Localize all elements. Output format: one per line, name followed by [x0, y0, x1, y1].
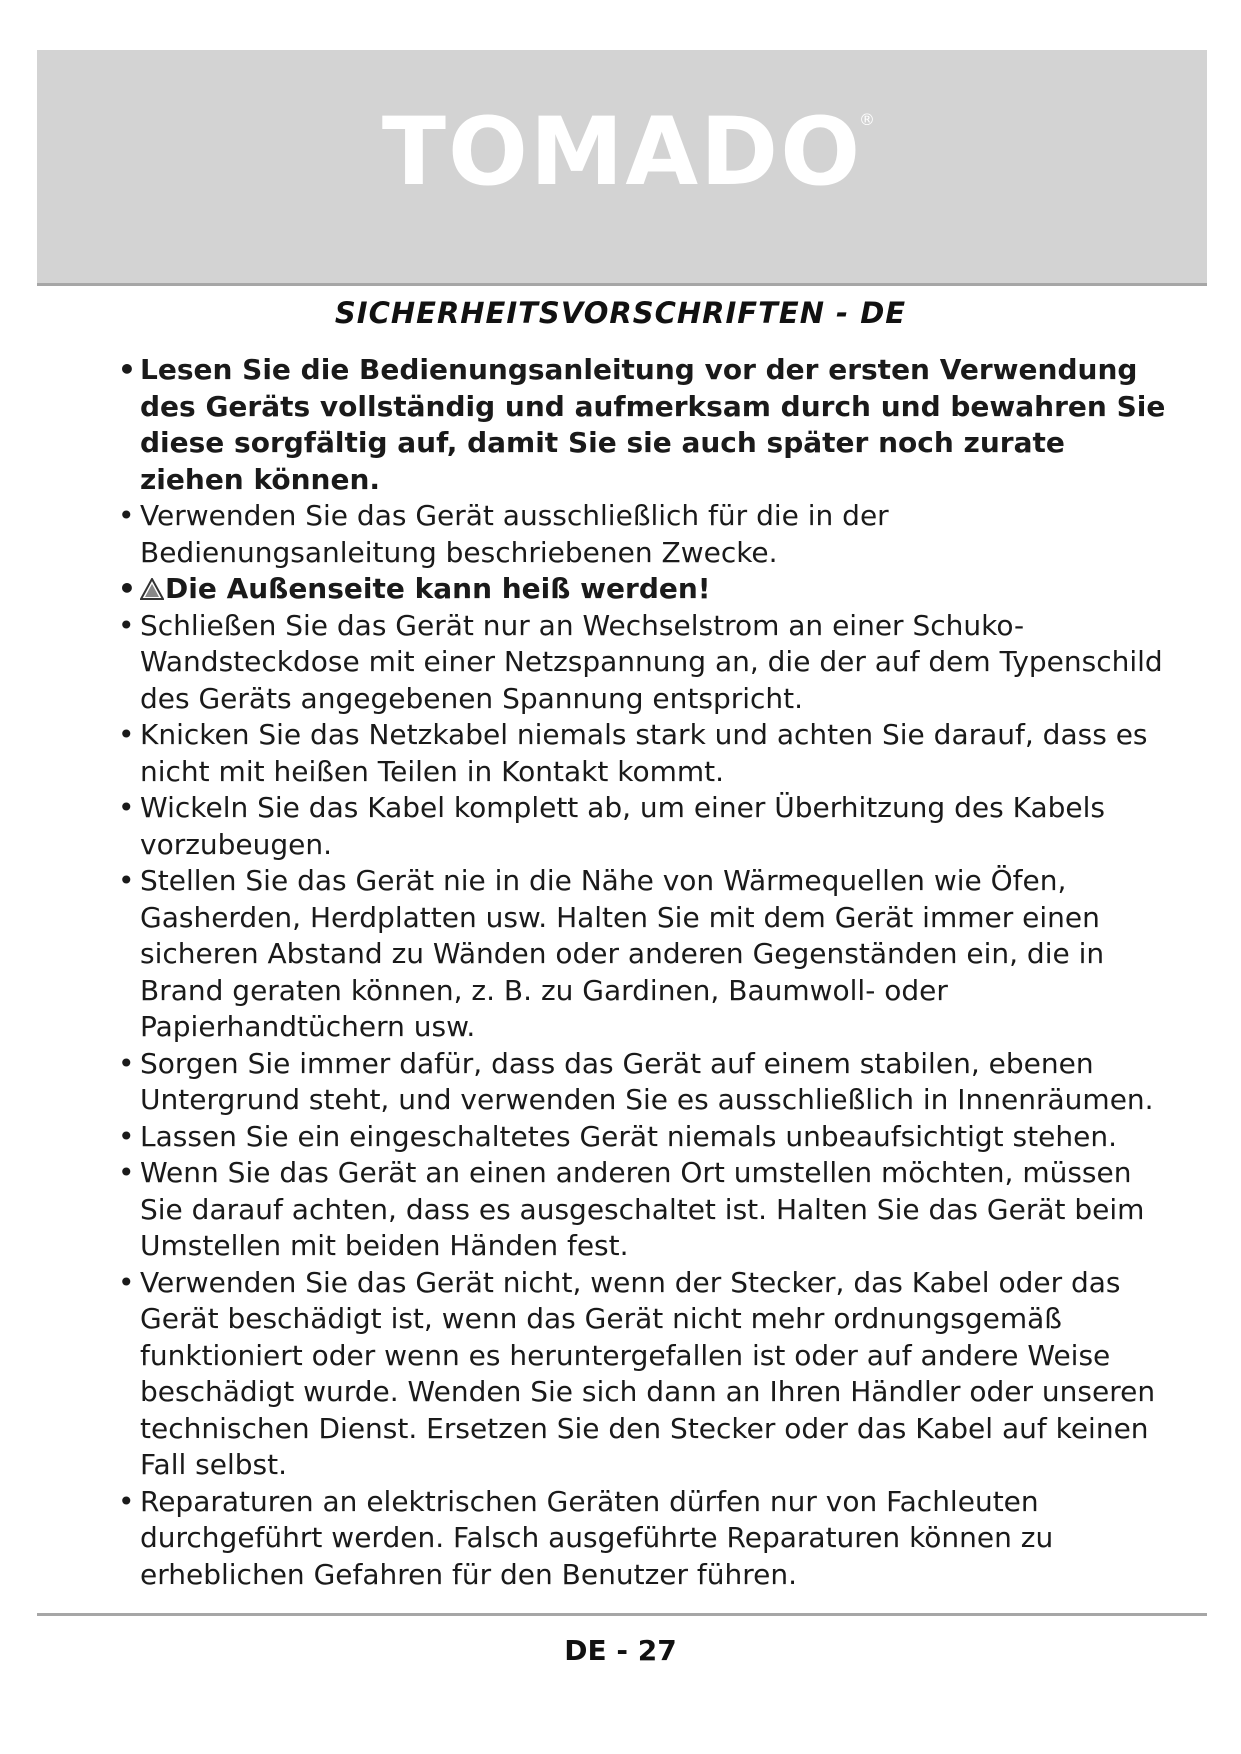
safety-rules-list	[118, 352, 1168, 1593]
bullet-icon: •	[118, 499, 135, 532]
rule-text-9: Lassen Sie ein eingeschaltetes Gerät niemals unbeaufsichtigt stehen.	[140, 1119, 1117, 1153]
rule-text-8: Sorgen Sie immer dafür, dass das Gerät auf einem stabilen, ebenen Untergrund steht, und verwenden Sie es ausschließlich in Innenräumen.	[140, 1046, 1154, 1116]
rule-text-3: Die Außenseite kann heiß werden!	[165, 572, 711, 605]
page-title: SICHERHEITSVORSCHRIFTEN - DE	[334, 296, 907, 330]
rule-item-2	[118, 498, 1168, 571]
bullet-icon: •	[118, 1484, 135, 1518]
rule-text-10: Wenn Sie das Gerät an einen anderen Ort umstellen möchten, müssen Sie darauf achten, dass es ausgeschaltet ist. Halten Sie das Gerät beim Umstellen mit beiden Händen fest.	[140, 1156, 1145, 1262]
brand-logo: TOMADO	[381, 98, 863, 207]
rule-text-6: Wickeln Sie das Kabel komplett ab, um einer Überhitzung des Kabels vorzubeugen.	[140, 791, 1105, 861]
bullet-icon: •	[118, 608, 135, 642]
rule-text-7: Stellen Sie das Gerät nie in die Nähe von Wärmequellen wie Öfen, Gasherden, Herdplatten usw. Halten Sie mit dem Gerät immer einen sicheren Abstand zu Wänden oder anderen Gegenständen ein, die in Brand geraten können, z. B. zu Gardinen, Baumwoll- oder Papierhandtüchern usw.	[140, 864, 1105, 1043]
bullet-icon: •	[118, 1156, 135, 1189]
rule-item-1	[118, 352, 1168, 498]
rule-item-6	[118, 790, 1168, 863]
rule-text-12: Reparaturen an elektrischen Geräten dürfen nur von Fachleuten durchgeführt werden. Falsch ausgeführte Reparaturen können zu erheblichen Gefahren für den Benutzer führen.	[140, 1484, 1054, 1591]
bullet-icon: •	[118, 1046, 135, 1080]
footer-divider	[37, 1613, 1207, 1616]
page-number: DE - 27	[564, 1634, 677, 1667]
rule-item-5	[118, 717, 1168, 790]
bullet-icon: •	[118, 1265, 135, 1299]
bullet-icon: •	[118, 572, 136, 605]
rule-item-11	[118, 1265, 1168, 1484]
rule-item-3	[118, 571, 1168, 608]
rule-item-9	[118, 1119, 1168, 1156]
rule-text-5: Knicken Sie das Netzkabel niemals stark und achten Sie darauf, dass es nicht mit heißen Teilen in Kontakt kommt.	[140, 718, 1148, 788]
bullet-icon: •	[118, 1119, 135, 1153]
rule-text-11: Verwenden Sie das Gerät nicht, wenn der Stecker, das Kabel oder das Gerät beschädigt ist, wenn das Gerät nicht mehr ordnungsgemäß funktioniert oder wenn es heruntergefallen ist oder auf andere Weise beschädigt wurde. Wenden Sie sich dann an Ihren Händler oder unseren technischen Dienst. Ersetzen Sie den Stecker oder das Kabel auf keinen Fall selbst.	[140, 1265, 1156, 1481]
warning-triangle-icon	[140, 578, 164, 600]
rule-item-10	[118, 1155, 1168, 1265]
bullet-icon: •	[118, 353, 136, 386]
rule-text-1: Lesen Sie die Bedienungsanleitung vor der ersten Verwendung des Geräts vollständig und aufmerksam durch und bewahren Sie diese sorgfältig auf, damit Sie sie auch später noch zurate ziehen können.	[140, 353, 1166, 496]
rule-item-12	[118, 1484, 1168, 1594]
rule-text-2: Verwenden Sie das Gerät ausschließlich für die in der Bedienungsanleitung beschriebenen Zwecke.	[140, 499, 889, 569]
rule-item-4	[118, 608, 1168, 718]
bullet-icon: •	[118, 864, 135, 897]
rule-text-4: Schließen Sie das Gerät nur an Wechselstrom an einer Schuko-Wandsteckdose mit einer Netzspannung an, die der auf dem Typenschild des Geräts angegebenen Spannung entspricht.	[140, 608, 1163, 715]
bullet-icon: •	[118, 718, 135, 751]
header-band	[37, 50, 1207, 286]
registered-mark: ®	[859, 110, 875, 129]
rule-item-8	[118, 1046, 1168, 1119]
rule-item-7	[118, 863, 1168, 1046]
bullet-icon: •	[118, 791, 135, 824]
